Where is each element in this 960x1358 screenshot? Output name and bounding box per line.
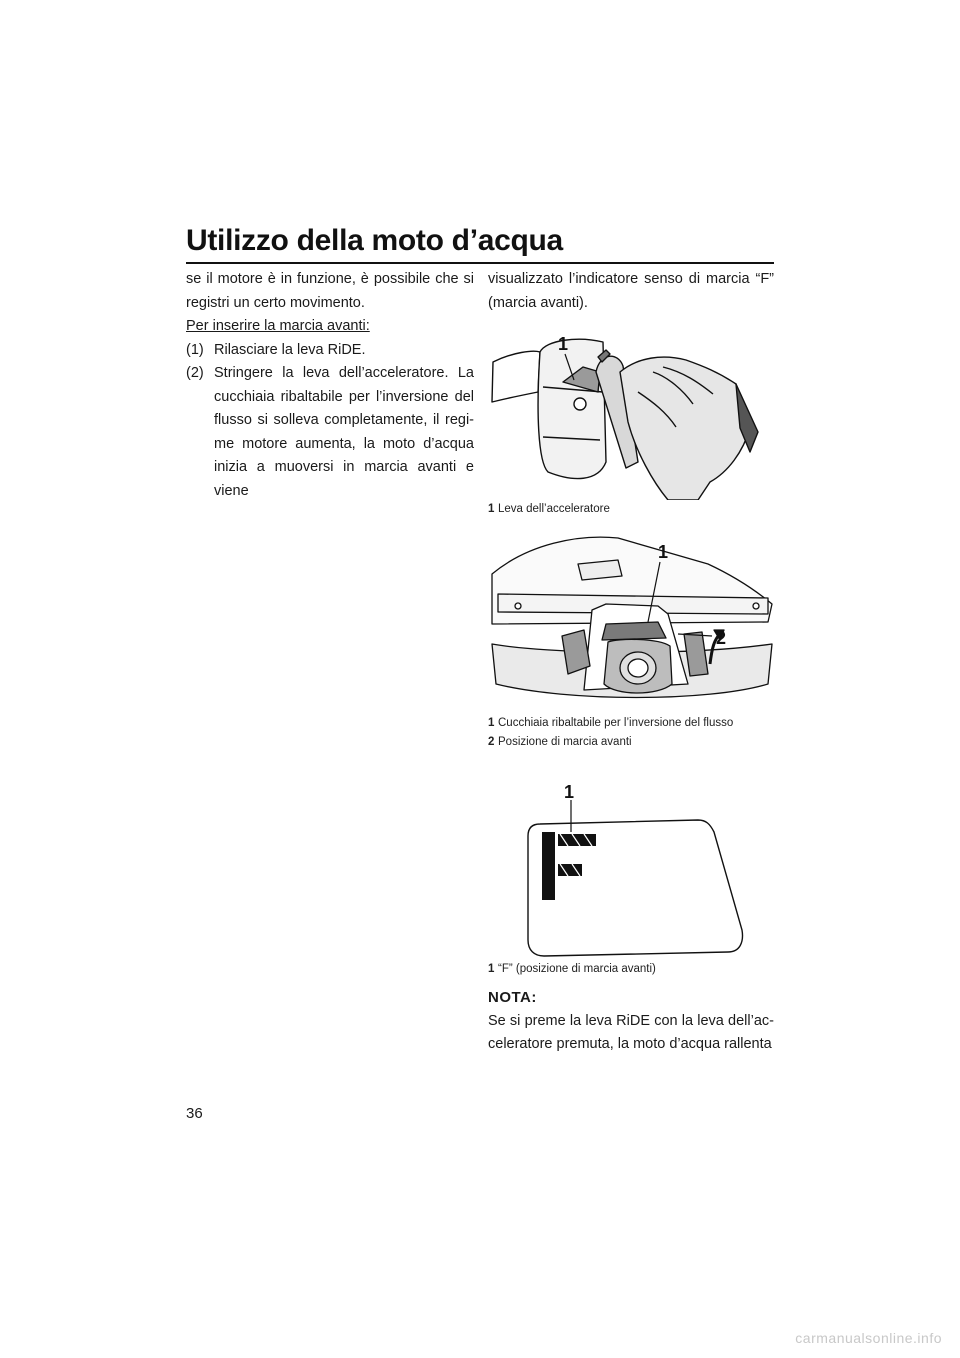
step-number: (1) bbox=[186, 341, 204, 358]
caption-row bbox=[488, 716, 774, 730]
figure2-callout-1: 1 bbox=[658, 542, 669, 562]
step-item bbox=[186, 339, 474, 363]
caption-text: Leva dell’acceleratore bbox=[498, 503, 610, 515]
figure3-caption bbox=[488, 962, 774, 976]
caption-row bbox=[488, 502, 774, 516]
continuation-paragraph: visualizzato l’indicatore senso di marcia “F” (marcia avanti). bbox=[488, 271, 774, 311]
left-column bbox=[186, 268, 474, 503]
figure3-callout: 1 bbox=[564, 782, 575, 802]
caption-number: 2 bbox=[488, 736, 495, 748]
caption-number: 1 bbox=[488, 963, 495, 975]
caption-text: “F” (posizione di marcia avanti) bbox=[498, 963, 656, 975]
page-header bbox=[186, 224, 774, 264]
note-section bbox=[488, 986, 774, 1057]
step-item bbox=[186, 362, 474, 503]
reverse-bucket-illustration bbox=[488, 534, 774, 714]
caption-row bbox=[488, 735, 774, 749]
step-text: Stringere la leva dell’acceleratore. La cucchiaia ribaltabile per l’inversione del flusso si solleva completamente, il regi-me motore aumenta, la moto d’acqua inizia a muoversi in marcia avanti e viene bbox=[214, 365, 474, 499]
throttle-lever-illustration bbox=[488, 332, 774, 500]
figure-forward-indicator bbox=[488, 780, 774, 976]
figure1-callout: 1 bbox=[558, 334, 569, 354]
figure2-caption bbox=[488, 716, 774, 749]
watermark-url: carmanualsonline.info bbox=[795, 1330, 942, 1346]
f-vertical-bar bbox=[542, 832, 555, 900]
caption-text: Posizione di marcia avanti bbox=[498, 736, 632, 748]
page-number: 36 bbox=[186, 1105, 203, 1122]
note-text: Se si preme la leva RiDE con la leva dell’ac-celeratore premuta, la moto d’acqua rallenta bbox=[488, 1012, 774, 1052]
caption-row bbox=[488, 962, 774, 976]
caption-number: 1 bbox=[488, 503, 495, 515]
step-number: (2) bbox=[186, 365, 204, 381]
caption-text: Cucchiaia ribaltabile per l’inversione del flusso bbox=[498, 717, 734, 729]
intro-paragraph: se il motore è in funzione, è possibile che si registri un certo movimento. bbox=[186, 271, 474, 311]
caption-number: 1 bbox=[488, 717, 495, 729]
figure1-caption bbox=[488, 502, 774, 516]
figure-reverse-bucket bbox=[488, 534, 774, 749]
step-text: Rilasciare la leva RiDE. bbox=[214, 341, 366, 358]
header-rule bbox=[186, 262, 774, 264]
note-heading: NOTA: bbox=[488, 989, 537, 1006]
figure-throttle-lever bbox=[488, 332, 774, 516]
page-title: Utilizzo della moto d’acqua bbox=[186, 224, 563, 257]
forward-indicator-illustration bbox=[488, 780, 774, 960]
figure2-callout-2: 2 bbox=[716, 628, 727, 648]
subheading: Per inserire la marcia avanti: bbox=[186, 318, 370, 334]
right-column bbox=[488, 268, 774, 315]
